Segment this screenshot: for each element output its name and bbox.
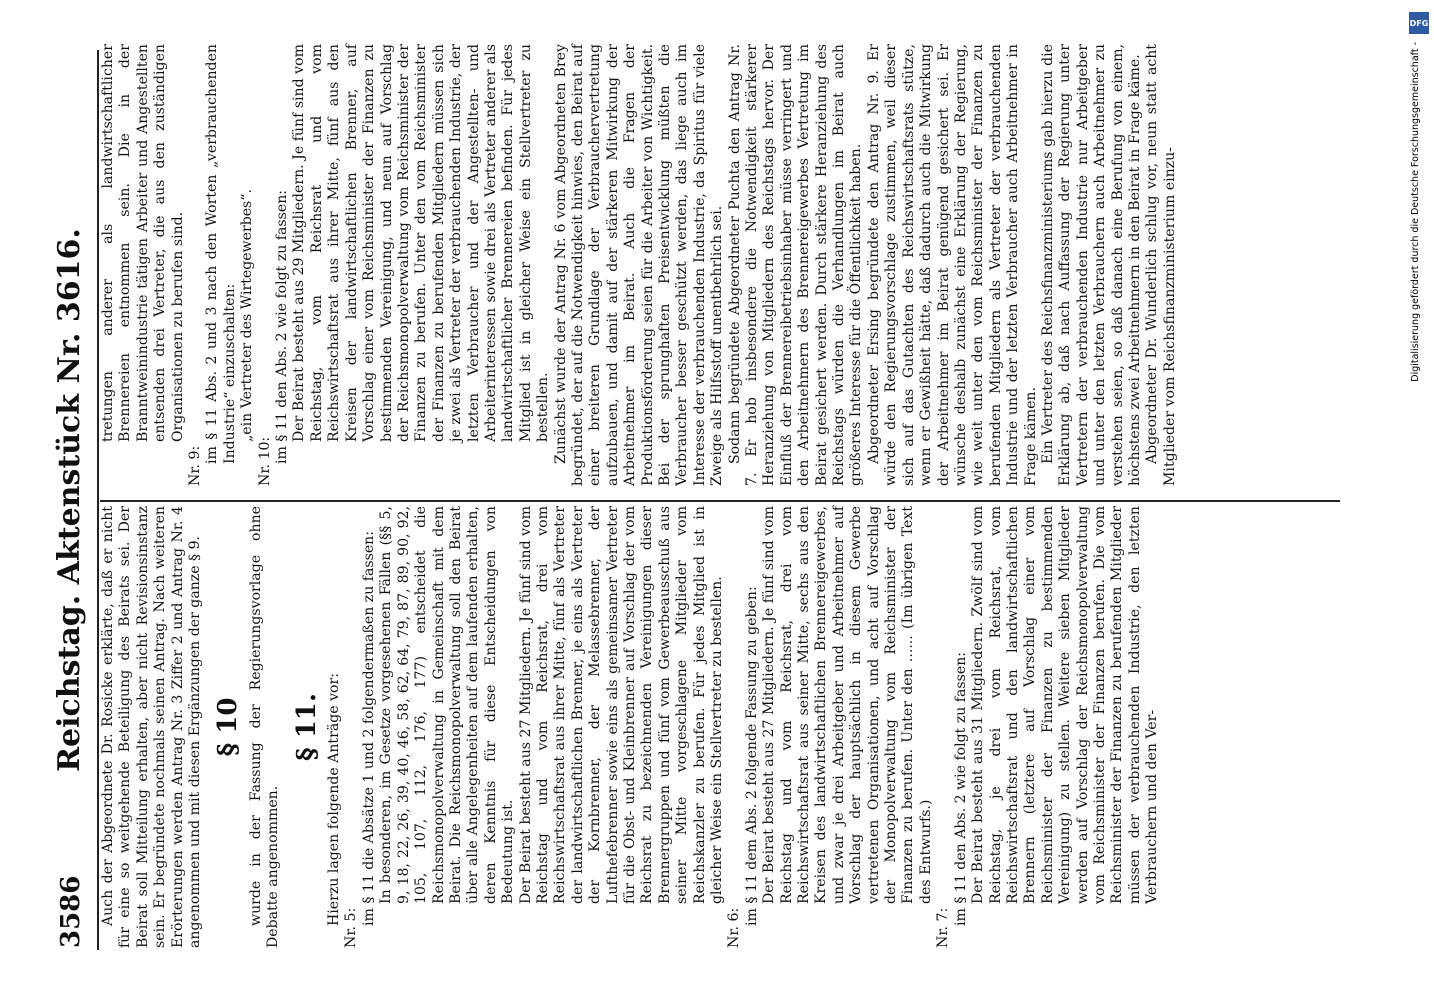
paragraph: Ein Vertreter des Reichsfinanzministeriums gab hierzu die Erklärung ab, daß nach Auffassung der Regierung unter Vertretern der verbrauchenden Industrie nur Arbeitgeber und unter den letzten Verbrauchern auch Arbeitnehmer zu verstehen seien, so daß danach eine Berufung von einem, höchstens zwei Arbeitnehmern in den Beirat in Frage käme. bbox=[1039, 44, 1143, 486]
motion-intro: im § 11 die Absätze 1 und 2 folgendermaßen zu fassen: bbox=[360, 531, 377, 926]
motion-number: Nr. 9: bbox=[187, 445, 204, 486]
motion-text: Der Beirat besteht aus 27 Mitgliedern. Je fünf sind vom Reichstag und vom Reichsrat, drei vom Reichswirtschaftsrat aus seiner Mitte, sechs aus den Kreisen des landwirtschaftlichen Brennereigewerbes, und zwar je drei Arbeitgeber und Arbeitnehmer auf Vorschlag der hauptsächlich in diesem Gewerbe vertretenen Organisationen, und acht auf Vorschlag der Monopolverwaltung vom Reichsminister der Finanzen zu berufen. Unter den ...... (Im übrigen Text des Entwurfs.) bbox=[761, 506, 934, 904]
motion-number: Nr. 5: bbox=[343, 907, 360, 948]
column-divider bbox=[100, 500, 1340, 502]
section-heading-10: § 10 bbox=[213, 697, 244, 757]
motion-text: „ein Vertreter des Wirtegewerbes“. bbox=[239, 189, 256, 442]
motion-intro: im § 11 den Abs. 2 wie folgt zu fassen: bbox=[952, 651, 969, 926]
paragraph: Abgeordneter Dr. Wunderlich schlug vor, neun statt acht Mitglieder vom Reichsfinanzministerium einzu- bbox=[1144, 44, 1178, 486]
motion-text: Der Beirat besteht aus 31 Mitgliedern. Zwölf sind vom Reichstag, je drei vom Reichsrat, vom Reichswirtschaftsrat und den landwirtschaftlichen Brennern (letztere auf Vorschlag einer vom Reichsminister der Finanzen zu bestimmenden Vereinigung) zu stellen. Weitere sieben Mitglieder werden auf Vorschlag der Reichsmonopolverwaltung vom Reichsminister der Finanzen berufen. Die vom Reichsminister der Finanzen zu berufenden Mitglieder müssen der verbrauchenden Industrie, den letzten Verbrauchern und den Ver- bbox=[970, 506, 1161, 904]
paragraph: Abgeordneter Ersing begründete den Antrag Nr. 9. Er würde den Regierungsvorschlage zustimmen, weil dieser sich auf das Gutachten des Reichswirtschaftsrats stütze, wenn er Gewißheit hätte, daß dadurch auch die Mitwirkung der Arbeitnehmer im Beirat genügend gesichert sei. Er wünsche deshalb zunächst eine Erklärung der Regierung, wie weit unter den vom Reichsminister der Finanzen zu berufenden Mitgliedern als Vertreter der verbrauchenden Industrie und der letzten Verbraucher auch Arbeitnehmer in Frage kämen. bbox=[865, 44, 1039, 486]
motion-text: tretungen anderer als landwirtschaftlicher Brennereien entnommen sein. Die in der Branntweinindustrie tätigen Arbeiter und Angestellten entsenden drei Vertreter, die aus den zuständigen Organisationen zu berufen sind. bbox=[100, 44, 186, 442]
paragraph: Zunächst wurde der Antrag Nr. 6 vom Abgeordneten Brey begründet, der auf die Notwendigkeit hinwies, den Beirat auf einer breiteren Grundlage der Verbrauchervertretung aufzubauen, und damit auf der stärkeren Mitwirkung der Arbeitnehmer im Beirat. Auch die Fragen der Produktionsförderung seien für die Arbeiter von Wichtigkeit. Bei der sprunghaften Preisentwicklung müßten die Verbraucher besser geschützt werden, das liege auch im Interesse der verbrauchenden Industrie, da Spiritus für viele Zweige als Hilfsstoff unentbehrlich sei. bbox=[552, 44, 726, 486]
digitization-note bbox=[1408, 12, 1430, 997]
motion-text: In besonderen, im Gesetze vorgesehenen Fällen (§§ 5, 9, 18, 22, 26, 39, 40, 46, 58, 62, 64, 79, 87, 89, 90, 92, 105, 107, 112, 176, 177) entscheidet die Reichsmonopolverwaltung in Gemeinschaft mit dem Beirat. Die Reichsmonopolverwaltung soll den Beirat über alle Angelegenheiten auf dem laufenden erhalten, deren Kenntnis für diese Entscheidungen von Bedeutung ist. bbox=[378, 506, 517, 904]
header-rule bbox=[97, 50, 99, 950]
page-header bbox=[52, 0, 92, 1000]
page-number: 3586 bbox=[56, 875, 86, 948]
motion-number: Nr. 10: bbox=[256, 436, 273, 486]
paragraph: Sodann begründete Abgeordneter Puchta den Antrag Nr. 7. Er hob insbesondere die Notwendigkeit stärkerer Heranziehung von Mitgliedern des Reichstags hervor. Der Einfluß der Brennereibetriebsinhaber müsse verringert und den Arbeitnehmern des Brennereigewerbes Vertretung im Beirat gesichert werden. Durch stärkere Heranziehung des Reichstags würden die Verhandlungen im Beirat auch größeres Interesse für die Öffentlichkeit haben. bbox=[726, 44, 865, 486]
motion-number: Nr. 6: bbox=[726, 907, 743, 948]
paragraph: Auch der Abgeordnete Dr. Rosicke erklärte, daß er nicht für eine so weitgehende Beteiligung des Beirats sei. Der Beirat soll Mitteilung erhalten, aber nicht Revisionsinstanz sein. Er begründete nochmals seinen Antrag. Nach weiteren Erörterungen werden Antrag Nr. 3 Ziffer 2 und Antrag Nr. 4 angenommen und mit diesen Ergänzungen der ganze § 9. bbox=[100, 506, 204, 948]
motion-intro: im § 11 dem Abs. 2 folgende Fassung zu geben: bbox=[743, 586, 760, 926]
left-column bbox=[100, 506, 1162, 948]
paragraph: wurde in der Fassung der Regierungsvorlage ohne Debatte angenommen. bbox=[247, 506, 282, 948]
motion-intro: im § 11 Abs. 2 und 3 nach den Worten „verbrauchenden Industrie“ einzuschalten: bbox=[204, 44, 238, 464]
digitization-credit: Digitalisierung gefördert durch die Deutsche Forschungsgemeinschaft - bbox=[1410, 42, 1421, 382]
motion-number: Nr. 7: bbox=[935, 907, 952, 948]
paragraph: Hierzu lagen folgende Anträge vor: bbox=[326, 672, 343, 926]
section-heading-11: § 11. bbox=[291, 693, 322, 761]
motion-text: Der Beirat besteht aus 29 Mitgliedern. Je fünf sind vom Reichstag, vom Reichsrat und vom Reichswirtschaftsrat aus ihrer Mitte, fünf aus den Kreisen der landwirtschaftlichen Brenner, auf Vorschlag einer vom Reichsminister der Finanzen zu bestimmenden Vereinigung, und neun auf Vorschlag der Reichsmonopolverwaltung vom Reichsminister der Finanzen zu berufen. Unter den vom Reichsminister der Finanzen zu berufenden Mitgliedern müssen sich je zwei als Vertreter der verbrauchenden Industrie, der letzten Verbraucher und der Angestellten- und Arbeiterinteressen sowie drei als Vertreter anderer als landwirtschaftlicher Brennereien befinden. Für jedes Mitglied ist in gleicher Weise ein Stellvertreter zu bestellen. bbox=[291, 44, 552, 442]
dfg-logo: DFG bbox=[1409, 12, 1429, 34]
motion-text: Der Beirat besteht aus 27 Mitgliedern. Je fünf sind vom Reichstag und vom Reichsrat, drei vom Reichswirtschaftsrat aus ihrer Mitte, fünf als Vertreter der landwirtschaftlichen Brenner, je eins als Vertreter der Kornbrenner, der Melassebrenner, der Lufthefebrenner sowie eins als gemeinsamer Vertreter für die Obst- und Kleinbrenner auf Vorschlag der vom Reichsrat zu bezeichnenden Vereinigungen dieser Brennergruppen und fünf vom Gewerbeausschuß aus seiner Mitte vorgeschlagene Mitglieder vom Reichskanzler zu berufen. Für jedes Mitglied ist in gleicher Weise ein Stellvertreter zu bestellen. bbox=[517, 506, 725, 904]
right-column bbox=[100, 44, 1179, 486]
motion-intro: im § 11 den Abs. 2 wie folgt zu fassen: bbox=[274, 189, 291, 464]
header-title: Reichstag. Aktenstück Nr. 3616. bbox=[52, 228, 87, 772]
